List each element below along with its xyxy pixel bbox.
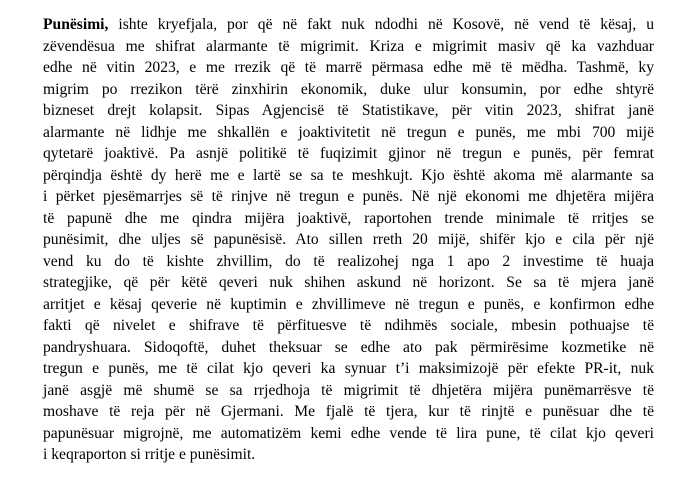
paragraph-line: i keqraporton si rritje e punësimit. xyxy=(43,446,256,463)
cut-off-text-fragment xyxy=(110,0,270,3)
paragraph-line: edhe në vitin 2023, e me rrezik që të marrë përmasa edhe më të mëdha. Tashmë, ky xyxy=(43,59,654,76)
paragraph-line: qytetarë joaktivë. Pa asnjë politikë të fuqizimit gjinor në tregun e punës, për femrat xyxy=(43,145,654,162)
paragraph-line: i përket pjesëmarrjes së të rinjve në tregun e punës. Në një ekonomi me dhjetëra mijëra xyxy=(43,188,654,205)
paragraph-line: papunësuar migrojnë, me automatizëm kemi edhe vende të lira pune, të cilat kjo qeveri xyxy=(43,424,654,442)
paragraph-line: fakti që nivelet e shifrave të përfituesve të ndihmës sociale, mbesin pothuajse të xyxy=(43,317,654,334)
paragraph-line: strategjike, që për këtë qeveri nuk shihen askund në horizont. Se sa të mjera janë xyxy=(43,274,654,291)
paragraph-line: vend ku do të kishte zhvillim, do të realizohej nga 1 apo 2 investime të huaja xyxy=(43,252,654,270)
paragraph-line: pandryshuara. Sidoqoftë, duhet theksuar se edhe ato pak përmirësime kozmetike në xyxy=(43,338,654,356)
paragraph-line: përqindja është dy herë me e lartë se sa te meshkujt. Kjo është akoma më alarmante sa xyxy=(43,166,654,184)
paragraph-line: moshave të reja për në Gjermani. Me fjalë të tjera, kur të rinjtë e punësuar dhe të xyxy=(43,403,654,420)
paragraph-line: të papunë dhe me qindra mijëra joaktivë, raportohen trende minimale të rritjes se xyxy=(43,209,654,227)
paragraph-line: arritjet e kësaj qeverie në kuptimin e zhvillimeve në tregun e punës, e konfirmon edhe xyxy=(43,295,654,313)
line-text: ishte kryefjala, por që në fakt nuk ndodhi në Kosovë, në vend të kësaj, u xyxy=(108,16,654,33)
paragraph-line: bizneset drejt kolapsit. Sipas Agjencisë të Statistikave, për vitin 2023, shifrat janë xyxy=(43,102,654,119)
paragraph-line: alarmante në lidhje me shkallën e joaktivitetit në tregun e punës, me mbi 700 mijë xyxy=(43,123,654,141)
lead-word: Punësimi, xyxy=(43,16,109,33)
paragraph-line: janë asgjë më shumë se sa rrjedhoja të migrimit të dhjetëra mijëra punëmarrësve të xyxy=(43,381,654,399)
paragraph-line: tregun e punës, me të cilat kjo qeveri ka synuar t’i maksimizojë për efekte PR-it, nuk xyxy=(43,360,654,377)
paragraph-line: migrim po rrezikon tërë zinxhirin ekonomik, duke ulur konsumin, por edhe shtyrë xyxy=(43,80,654,98)
paragraph-line: punësimit, dhe uljes së papunësisë. Ato sillen rreth 20 mijë, shifër kjo e cila për një xyxy=(43,231,654,248)
paragraph-line: zëvendësua me shifrat alarmante të migrimit. Kriza e migrimit masiv që ka vazhduar xyxy=(43,37,654,55)
body-paragraph xyxy=(43,14,654,466)
paragraph-line xyxy=(43,14,654,36)
